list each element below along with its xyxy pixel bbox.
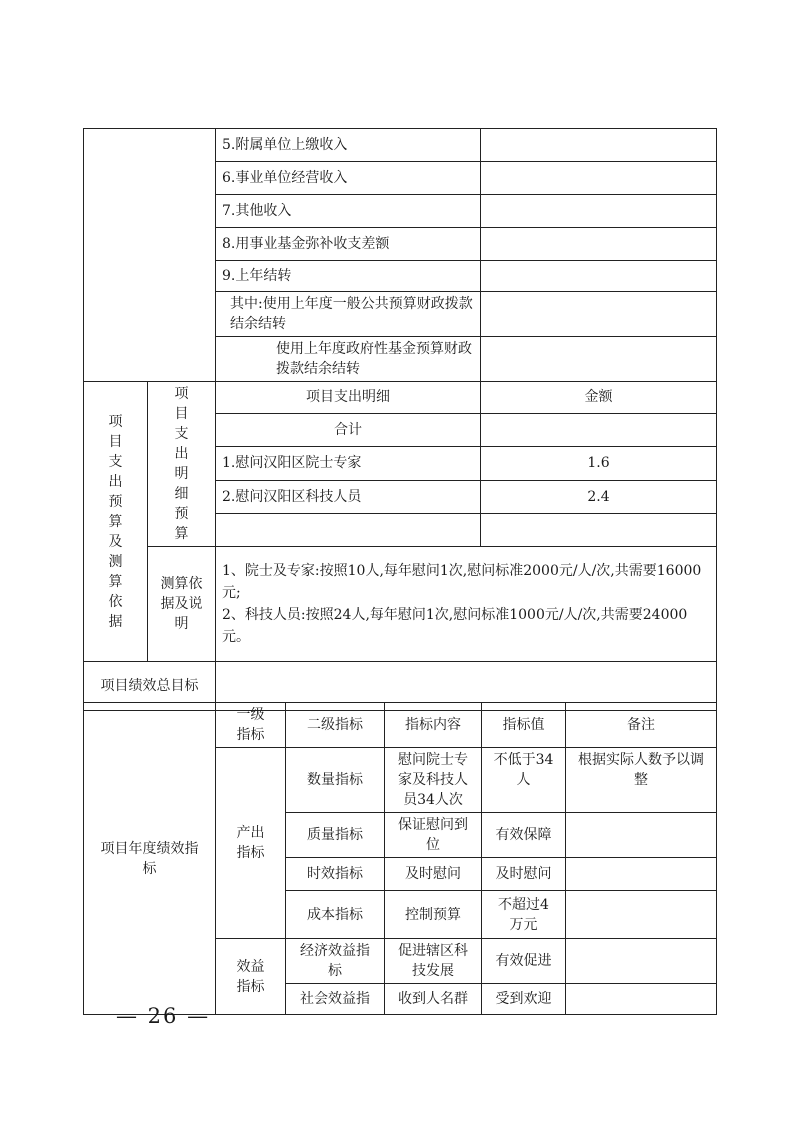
basis-content	[216, 547, 717, 662]
value-cell: 受到欢迎	[482, 984, 566, 1015]
budget-table	[83, 128, 717, 711]
income-row-value	[481, 162, 717, 195]
level2-cell: 社会效益指	[286, 984, 385, 1015]
note-cell	[566, 858, 717, 891]
value-cell: 及时慰问	[482, 858, 566, 891]
income-row-label: 使用上年度政府性基金预算财政拨款结余结转	[216, 337, 481, 382]
basis-line: 2、科技人员:按照24人,每年慰问1次,慰问标准1000元/人/次,共需要24000元。	[222, 607, 688, 645]
note-cell: 根据实际人数予以调整	[566, 748, 717, 813]
note-cell	[566, 813, 717, 858]
expense-header-amount: 金额	[481, 382, 717, 414]
header-value: 指标值	[482, 703, 566, 748]
expense-item-name: 1.慰问汉阳区院士专家	[216, 447, 481, 481]
expense-item-amount	[481, 514, 717, 547]
goal-label: 项目绩效总目标	[84, 662, 216, 711]
income-blank-cell	[84, 129, 216, 382]
value-cell: 不低于34人	[482, 748, 566, 813]
content-cell: 及时慰问	[385, 858, 482, 891]
header-level2: 二级指标	[286, 703, 385, 748]
note-cell	[566, 891, 717, 939]
value-cell: 不超过4万元	[482, 891, 566, 939]
page-number: — 26 —	[116, 1004, 211, 1028]
expense-total-value	[481, 413, 717, 447]
indicators-label: 项目年度绩效指标	[84, 703, 216, 1015]
value-cell: 有效促进	[482, 939, 566, 984]
income-row-value	[481, 292, 717, 337]
expense-section-label: 项目支出预算及测算依据	[84, 382, 148, 662]
income-row-value	[481, 195, 717, 228]
income-row-label: 其中:使用上年度一般公共预算财政拨款结余结转	[216, 292, 481, 337]
income-row-label: 6.事业单位经营收入	[216, 162, 481, 195]
income-row-value	[481, 261, 717, 292]
expense-item-amount: 1.6	[481, 447, 717, 481]
basis-line: 1、院士及专家:按照10人,每年慰问1次,慰问标准2000元/人/次,共需要16000元;	[222, 563, 702, 601]
basis-label: 测算依据及说明	[148, 547, 216, 662]
level2-cell: 经济效益指标	[286, 939, 385, 984]
content-cell: 慰问院士专家及科技人员34人次	[385, 748, 482, 813]
value-cell: 有效保障	[482, 813, 566, 858]
content-cell: 促进辖区科技发展	[385, 939, 482, 984]
header-content: 指标内容	[385, 703, 482, 748]
level1-output: 产出指标	[216, 748, 286, 939]
level2-cell: 时效指标	[286, 858, 385, 891]
income-row-value	[481, 337, 717, 382]
note-cell	[566, 984, 717, 1015]
expense-header-detail: 项目支出明细	[216, 382, 481, 414]
level2-cell: 质量指标	[286, 813, 385, 858]
note-cell	[566, 939, 717, 984]
income-row-label: 9.上年结转	[216, 261, 481, 292]
expense-budget-label: 项目支出明细预算	[148, 382, 216, 547]
level2-cell: 数量指标	[286, 748, 385, 813]
income-row-value	[481, 228, 717, 261]
level2-cell: 成本指标	[286, 891, 385, 939]
header-level1: 一级指标	[216, 703, 286, 748]
expense-total-label: 合计	[216, 413, 481, 447]
level1-benefit: 效益指标	[216, 939, 286, 1015]
indicators-table	[83, 702, 717, 1015]
income-row-label: 5.附属单位上缴收入	[216, 129, 481, 162]
income-row-label: 8.用事业基金弥补收支差额	[216, 228, 481, 261]
income-row-label: 7.其他收入	[216, 195, 481, 228]
content-cell: 保证慰问到位	[385, 813, 482, 858]
content-cell: 收到人名群	[385, 984, 482, 1015]
expense-item-name	[216, 514, 481, 547]
content-cell: 控制预算	[385, 891, 482, 939]
income-row-value	[481, 129, 717, 162]
expense-item-name: 2.慰问汉阳区科技人员	[216, 480, 481, 514]
header-note: 备注	[566, 703, 717, 748]
expense-item-amount: 2.4	[481, 480, 717, 514]
